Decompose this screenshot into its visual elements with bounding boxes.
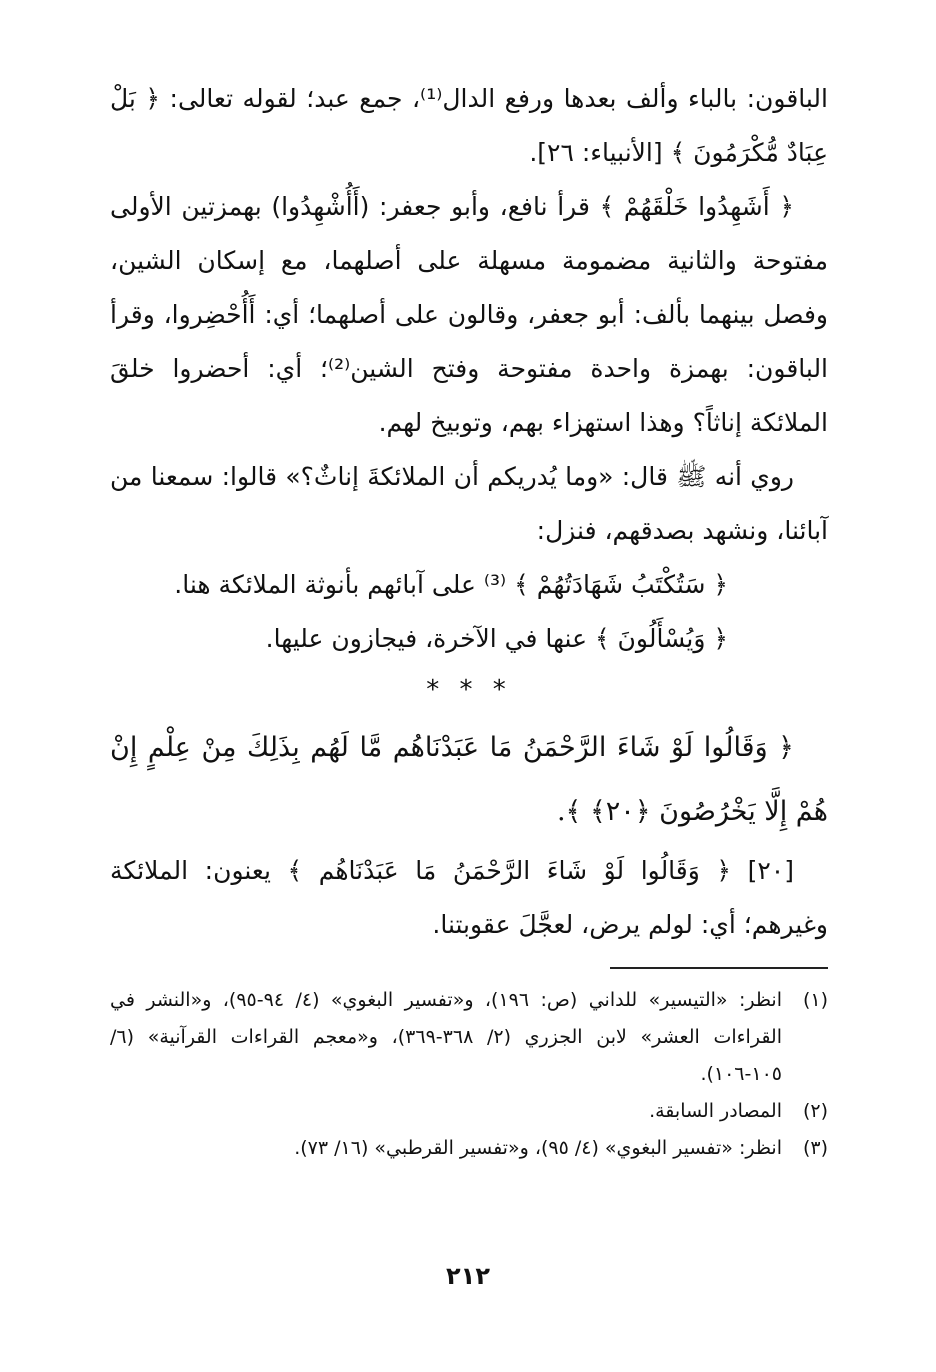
footnote-number: (١) [802,989,828,1011]
page-number: ٢١٢ [446,1262,490,1290]
paragraph-4: ﴿ سَتُكْتَبُ شَهَادَتُهُمْ ﴾ ⁽³⁾ على آبائهم بأنوثة الملائكة هنا. [174,570,728,599]
footnote-text: المصادر السابقة. [649,1100,782,1122]
footnote-text: انظر: «التيسير» للداني (ص: ١٩٦)، و«تفسير البغوي» (٤/ ٩٤-٩٥)، و«النشر في القراءات العشر» لابن الجزري (٢/ ٣٦٨-٣٦٩)، و«معجم القراءات القرآنية» (٦/ ١٠٥-١٠٦). [110,989,783,1085]
quran-verse: ﴿ وَقَالُوا لَوْ شَاءَ الرَّحْمَنُ مَا عَبَدْنَاهُم مَّا لَهُم بِذَلِكَ مِنْ عِلْمٍ إِنْ هُمْ إِلَّا يَخْرُصُونَ ﴿٢٠﴾ ﴾. [110,732,828,827]
section-separator: * * * [426,675,512,705]
footnote-2 [110,1093,828,1130]
footnote-divider [610,967,828,969]
footnote-text: انظر: «تفسير البغوي» (٤/ ٩٥)، و«تفسير القرطبي» (١٦/ ٧٣). [294,1137,782,1159]
footnote-number: (٢) [802,1100,828,1122]
paragraph-6: [٢٠] ﴿ وَقَالُوا لَوْ شَاءَ الرَّحْمَنُ مَا عَبَدْنَاهُم ﴾ يعنون: الملائكة وغيرهم؛ أي: لولم يرض، لعجَّلَ عقوبتنا. [110,856,828,939]
footnotes [110,982,828,1167]
paragraph-1: الباقون: بالباء وألف بعدها ورفع الدال⁽¹⁾، جمع عبد؛ لقوله تعالى: ﴿ بَلْ عِبَادٌ مُّكْرَمُونَ ﴾ [الأنبياء: ٢٦]. [110,84,828,167]
footnote-number: (٣) [802,1137,828,1159]
footnote-3 [110,1130,828,1167]
paragraph-2: ﴿ أَشَهِدُوا خَلْقَهُمْ ﴾ قرأ نافع، وأبو جعفر: (أَأُشْهِدُوا) بهمزتين الأولى مفتوحة والثانية مضمومة مسهلة على أصلهما، مع إسكان الشين، وفصل بينهما بألف: أبو جعفر، وقالون على أصلهما؛ أي: أَأُحْضِروا، وقرأ الباقون: بهمزة واحدة مفتوحة وفتح الشين⁽²⁾؛ أي: أحضروا خلقَ الملائكة إناثاً؟ وهذا استهزاء بهم، وتوبيخ لهم. [110,192,829,437]
paragraph-5: ﴿ وَيُسْأَلُونَ ﴾ عنها في الآخرة، فيجازون عليها. [265,624,728,653]
paragraph-3: روي أنه ﷺ قال: «وما يُدريكم أن الملائكةَ إناثٌ؟» قالوا: سمعنا من آبائنا، ونشهد بصدقهم، فنزل: [110,462,828,545]
main-text [110,72,828,952]
footnote-1 [110,982,828,1093]
